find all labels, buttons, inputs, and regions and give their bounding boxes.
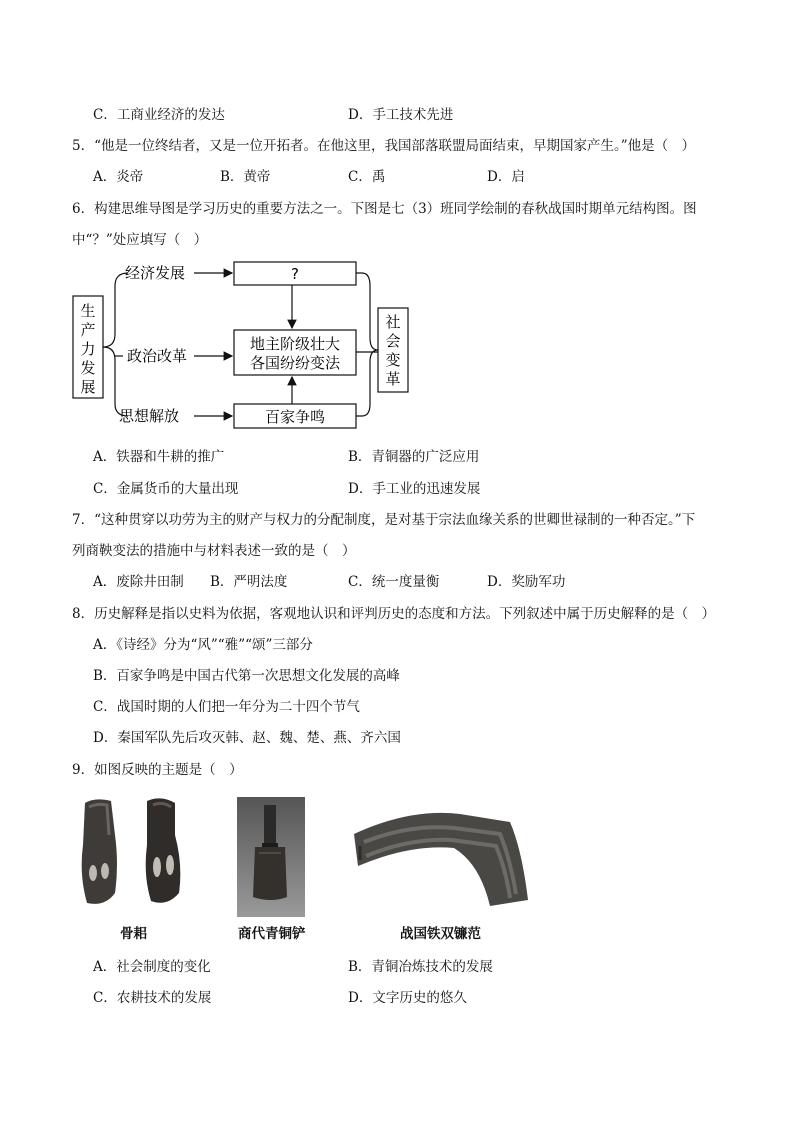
q9-option-a: A．社会制度的变化 [93,959,211,975]
unknown-mark: ? [291,265,299,283]
q5-option-c: C．禹 [348,169,386,185]
q9-stem: 9．如图反映的主题是（ ） [72,762,243,778]
branch-economy: 经济发展 [125,264,186,282]
q6-option-d: D．手工业的迅速发展 [348,481,481,497]
left-char-1: 产 [80,321,96,339]
q9-option-c: C．农耕技术的发展 [93,990,212,1006]
q6-option-a: A．铁器和牛耕的推广 [93,449,225,465]
q9-option-b: B．青铜冶炼技术的发展 [348,959,493,975]
branch-thought: 思想解放 [119,407,180,425]
bronze-shovel-label: 商代青铜铲 [238,926,306,942]
q6-stem-line2: 中“？”处应填写（ ） [72,232,208,248]
q5-stem: 5．“他是一位终结者，又是一位开拓者。在他这里，我国部落联盟局面结束，早期国家产生。”他是（ ） [72,138,696,154]
q8-option-d: D．秦国军队先后攻灭韩、赵、魏、楚、燕、齐六国 [93,730,401,746]
center-line1: 地主阶级壮大 [249,335,341,353]
left-char-3: 发 [80,359,96,377]
bracket-bottom [103,347,128,416]
q8-stem: 8．历史解释是指以史料为依据，客观地认识和评判历史的态度和方法。下列叙述中属于历史解释的是（ ） [72,606,716,622]
q8-option-a: A．《诗经》分为“风”“雅”“颂”三部分 [93,637,313,653]
q4-option-d: D．手工技术先进 [348,107,454,123]
bracket-top [103,273,128,347]
q6-stem-line1: 6．构建思维导图是学习历史的重要方法之一。下图是七（3）班同学绘制的春秋战国时期单元结构图。图 [72,201,697,217]
q6-mind-map-diagram [70,256,415,436]
q5-option-b: B．黄帝 [220,169,271,185]
left-char-0: 生 [80,302,96,320]
q7-stem-line1: 7．“这种贯穿以功劳为主的财产与权力的分配制度，是对基于宗法血缘关系的世卿世禄制的一种否定。”下 [72,512,696,528]
branch-politics: 政治改革 [127,347,188,365]
q7-option-d: D．奖励军功 [487,574,566,590]
right-char-3: 革 [385,370,401,388]
iron-sickle-mold-label: 战国铁双镰范 [400,926,481,942]
q8-option-b: B．百家争鸣是中国古代第一次思想文化发展的高峰 [93,668,400,684]
q6-option-b: B．青铜器的广泛应用 [348,449,480,465]
bone-spade-image [75,795,195,910]
q6-option-c: C．金属货币的大量出现 [93,481,239,497]
left-char-2: 力 [80,340,96,358]
center-line2: 各国纷纷变法 [249,354,341,372]
q7-option-c: C．统一度量衡 [348,574,440,590]
right-char-0: 社 [385,313,401,331]
q7-option-a: A．废除井田制 [93,574,184,590]
q4-option-c: C．工商业经济的发达 [93,107,225,123]
q9-option-d: D．文字历史的悠久 [348,990,467,1006]
q8-option-c: C．战国时期的人们把一年分为二十四个节气 [93,699,360,715]
q7-stem-line2: 列商鞅变法的措施中与材料表述一致的是（ ） [72,543,356,559]
right-char-1: 会 [385,332,401,350]
q5-option-a: A．炎帝 [93,169,144,185]
q7-option-b: B．严明法度 [210,574,288,590]
q5-option-d: D．启 [487,169,525,185]
hundred-schools-text: 百家争鸣 [264,408,326,426]
bone-spade-label: 骨耜 [120,926,147,942]
iron-sickle-mold-image [350,800,530,910]
right-char-2: 变 [385,351,401,369]
bronze-shovel-image [237,797,305,917]
left-char-4: 展 [80,378,96,396]
